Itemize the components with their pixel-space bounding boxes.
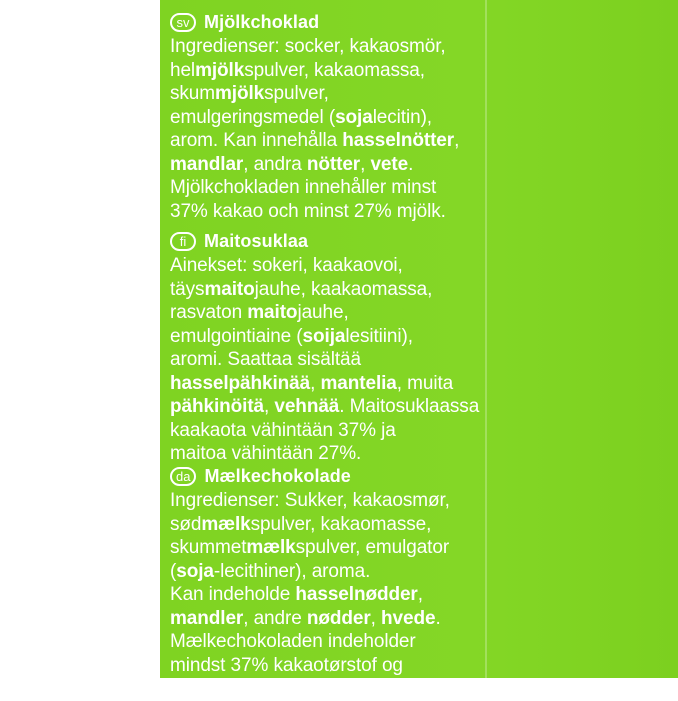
- text-run: rasvaton: [170, 302, 248, 323]
- text-line: [170, 129, 459, 153]
- allergen-text: hvede: [381, 607, 436, 629]
- allergen-text: mælk: [246, 537, 296, 558]
- text-line: [170, 106, 459, 130]
- text-run: Ingredienser: socker, kakaosmör,: [170, 36, 446, 57]
- text-run: Mælkechokoladen indeholder: [170, 631, 416, 652]
- text-line: [170, 59, 459, 83]
- text-run: ,: [310, 372, 321, 394]
- text-run: Ingredienser: Sukker, kakaosmør,: [170, 490, 450, 511]
- ingredient-text: [170, 254, 479, 466]
- text-run: , andra: [243, 153, 307, 175]
- text-run: kaakaota vähintään 37% ja: [170, 419, 396, 441]
- text-run: .: [435, 607, 441, 629]
- text-run: .: [408, 153, 414, 175]
- text-line: [170, 348, 479, 372]
- text-line: [170, 176, 459, 200]
- text-run: emulgeringsmedel (: [170, 106, 336, 128]
- allergen-text: vete: [370, 153, 409, 175]
- text-run: aromi. Saattaa sisältää: [170, 349, 361, 370]
- text-run: ,: [264, 396, 275, 417]
- text-line: [170, 560, 450, 584]
- text-run: , andre: [243, 607, 307, 629]
- text-run: arom. Kan innehålla: [170, 130, 343, 151]
- allergen-text: nødder: [306, 607, 371, 629]
- text-line: [170, 254, 479, 278]
- allergen-text: nötter: [306, 153, 361, 175]
- text-run: täys: [170, 278, 205, 300]
- allergen-text: hasselpähkinää: [170, 372, 311, 394]
- fold-crease: [485, 0, 487, 678]
- text-run: ,: [417, 584, 423, 605]
- text-run: jauhe,: [297, 302, 349, 323]
- text-line: [170, 372, 479, 396]
- text-line: [170, 419, 479, 443]
- allergen-text: soja: [176, 560, 214, 582]
- text-run: ,: [360, 153, 371, 175]
- text-run: Mjölkchokladen innehåller minst: [170, 177, 437, 198]
- text-line: [170, 583, 450, 607]
- text-run: (: [170, 560, 177, 582]
- section-title: Mælkechokolade: [204, 465, 351, 486]
- text-run: lecitin),: [372, 106, 432, 128]
- text-run: spulver, emulgator: [295, 537, 450, 558]
- allergen-text: hasselnötter: [342, 130, 455, 151]
- text-line: [170, 35, 459, 59]
- language-badge: da: [170, 467, 196, 486]
- text-run: Kan indeholde: [170, 584, 296, 605]
- text-line: [170, 278, 479, 302]
- text-run: spulver, kakaomasse,: [250, 513, 432, 535]
- text-run: skum: [170, 83, 215, 104]
- section-title-row: [170, 9, 459, 35]
- text-line: [170, 82, 459, 106]
- allergen-text: mælk: [201, 513, 251, 535]
- text-line: [170, 301, 479, 325]
- text-run: sød: [170, 513, 202, 535]
- allergen-text: mantelia: [320, 372, 397, 394]
- language-badge: sv: [170, 13, 196, 32]
- text-run: skummet: [170, 537, 247, 558]
- text-run: spulver,: [264, 83, 329, 104]
- allergen-text: mandler: [170, 607, 244, 629]
- section-sv: [170, 9, 459, 223]
- text-run: maitoa vähintään 27%.: [170, 443, 362, 464]
- text-run: 37% kakao och minst 27% mjölk.: [170, 200, 446, 222]
- allergen-text: maito: [204, 278, 255, 300]
- text-line: [170, 607, 450, 631]
- ingredient-text: [170, 35, 459, 223]
- text-line: [170, 489, 450, 513]
- text-run: ,: [454, 130, 460, 151]
- language-badge: fi: [170, 232, 196, 251]
- allergen-text: mandlar: [170, 153, 244, 175]
- allergen-text: soija: [302, 325, 346, 347]
- allergen-text: soja: [335, 106, 373, 128]
- section-title-row: [170, 463, 450, 489]
- section-title-row: [170, 228, 479, 254]
- text-run: , muita: [396, 372, 454, 394]
- text-line: [170, 200, 459, 224]
- text-run: mindst 27% mælketørstof.: [170, 678, 389, 699]
- text-run: hel: [170, 59, 196, 81]
- text-run: spulver, kakaomassa,: [244, 59, 425, 81]
- section-title: Maitosuklaa: [204, 230, 309, 251]
- text-line: [170, 677, 450, 701]
- text-run: emulgointiaine (: [170, 325, 303, 347]
- allergen-text: vehnää: [274, 396, 340, 417]
- text-line: [170, 442, 479, 466]
- allergen-text: mjölk: [215, 83, 265, 104]
- text-line: [170, 654, 450, 678]
- section-da: [170, 463, 450, 701]
- text-run: Ainekset: sokeri, kaakaovoi,: [170, 255, 403, 276]
- ingredient-text: [170, 489, 450, 701]
- allergen-text: hasselnødder: [295, 584, 418, 605]
- text-line: [170, 325, 479, 349]
- text-run: ,: [370, 607, 382, 629]
- text-line: [170, 536, 450, 560]
- section-fi: [170, 228, 479, 466]
- text-run: -lecithiner), aroma.: [213, 560, 371, 582]
- text-run: jauhe, kaakaomassa,: [254, 278, 433, 300]
- allergen-text: pähkinöitä: [170, 396, 265, 417]
- text-line: [170, 153, 459, 177]
- text-run: . Maitosuklaassa: [339, 396, 480, 417]
- text-line: [170, 630, 450, 654]
- text-run: mindst 37% kakaotørstof og: [170, 654, 403, 676]
- allergen-text: maito: [247, 302, 298, 323]
- allergen-text: mjölk: [195, 59, 245, 81]
- text-run: lesitiini),: [345, 325, 413, 347]
- text-line: [170, 513, 450, 537]
- text-line: [170, 395, 479, 419]
- section-title: Mjölkchoklad: [204, 11, 320, 32]
